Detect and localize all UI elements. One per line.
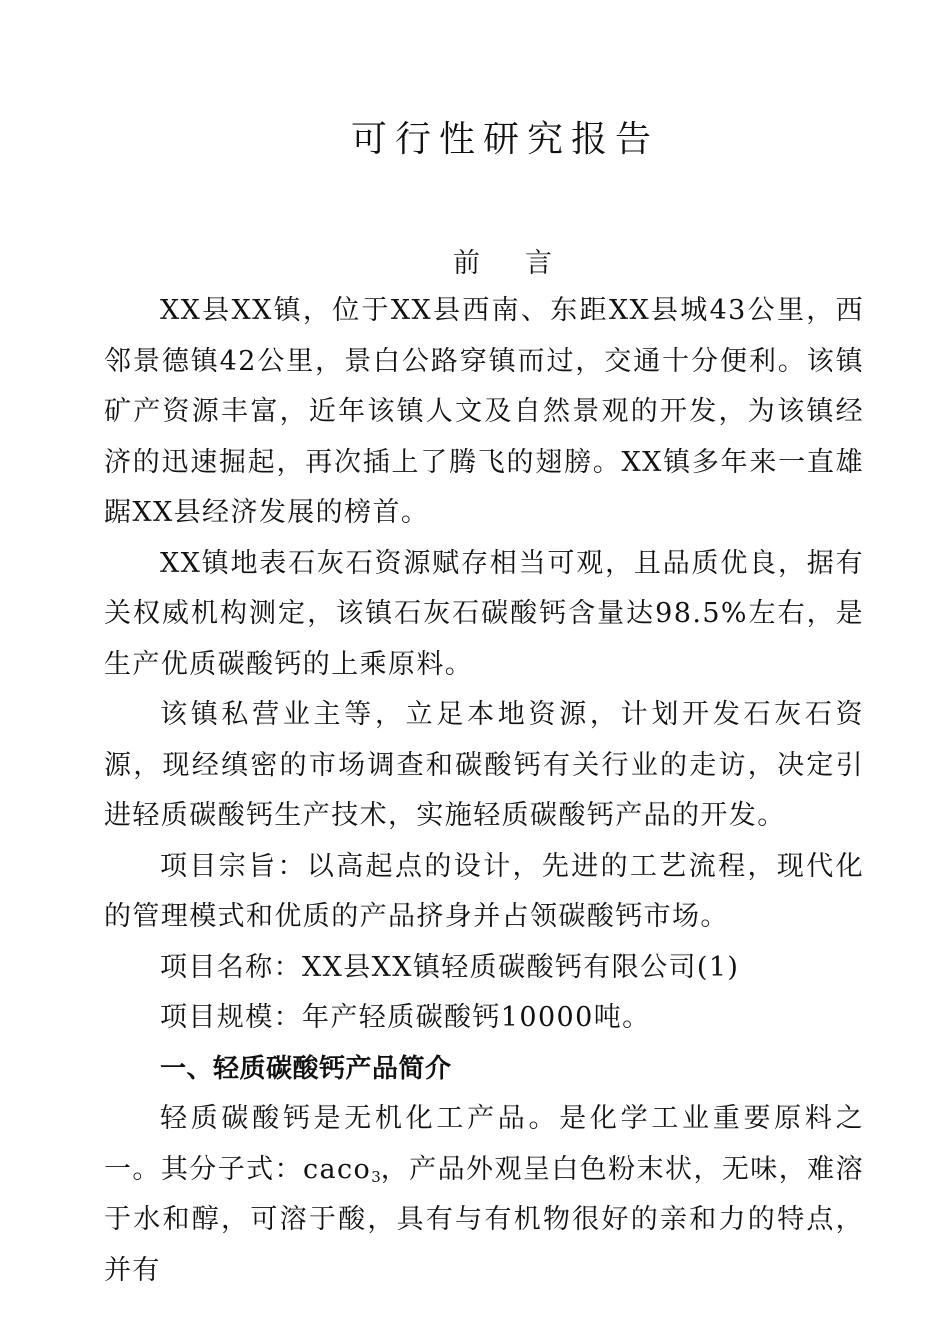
paragraph-resources: XX镇地表石灰石资源赋存相当可观，且品质优良，据有关权威机构测定，该镇石灰石碳酸钙含量达98.5%左右，是生产优质碳酸钙的上乘原料。 — [104, 547, 864, 680]
preface-heading-char-1: 前 — [453, 248, 480, 279]
chemical-formula — [303, 1154, 381, 1185]
preface-heading-char-2: 言 — [525, 248, 552, 279]
paragraph-project-name: 项目名称：XX县XX镇轻质碳酸钙有限公司(1) — [160, 951, 740, 983]
preface-heading — [0, 241, 950, 280]
paragraph-location: XX县XX镇，位于XX县西南、东距XX县城43公里，西邻景德镇42公里，景白公路穿镇而过，交通十分便利。该镇矿产资源丰富，近年该镇人文及自然景观的开发，为该镇经济的迅速掘起，再次插上了腾飞的翅膀。XX镇多年来一直雄踞XX县经济发展的榜首。 — [104, 295, 864, 528]
paragraph-plan: 该镇私营业主等，立足本地资源，计划开发石灰石资源，现经缜密的市场调查和碳酸钙有关行业的走访，决定引进轻质碳酸钙生产技术，实施轻质碳酸钙产品的开发。 — [104, 699, 864, 831]
formula-base: caco — [302, 1153, 372, 1185]
formula-subscript: 3 — [371, 1167, 381, 1186]
paragraph-project-scale: 项目规模：年产轻质碳酸钙10000吨。 — [160, 1002, 651, 1033]
paragraph-product-intro — [104, 1094, 864, 1296]
product-intro-text: 轻质碳酸钙是无机化工产品。是化学工业重要原料之一。其分子式： — [104, 1103, 864, 1185]
document-title: 可行性研究报告 — [350, 119, 659, 160]
document-body — [104, 286, 864, 1296]
paragraph-purpose: 项目宗旨：以高起点的设计，先进的工艺流程，现代化的管理模式和优质的产品挤身并占领碳酸钙市场。 — [104, 850, 864, 932]
section-heading: 一、轻质碳酸钙产品简介 — [160, 1053, 452, 1084]
product-properties-text: ，产品外观呈白色粉末状，无味，难溶于水和醇，可溶于酸，具有与有机物很好的亲和力的特点，并有 — [104, 1153, 864, 1286]
